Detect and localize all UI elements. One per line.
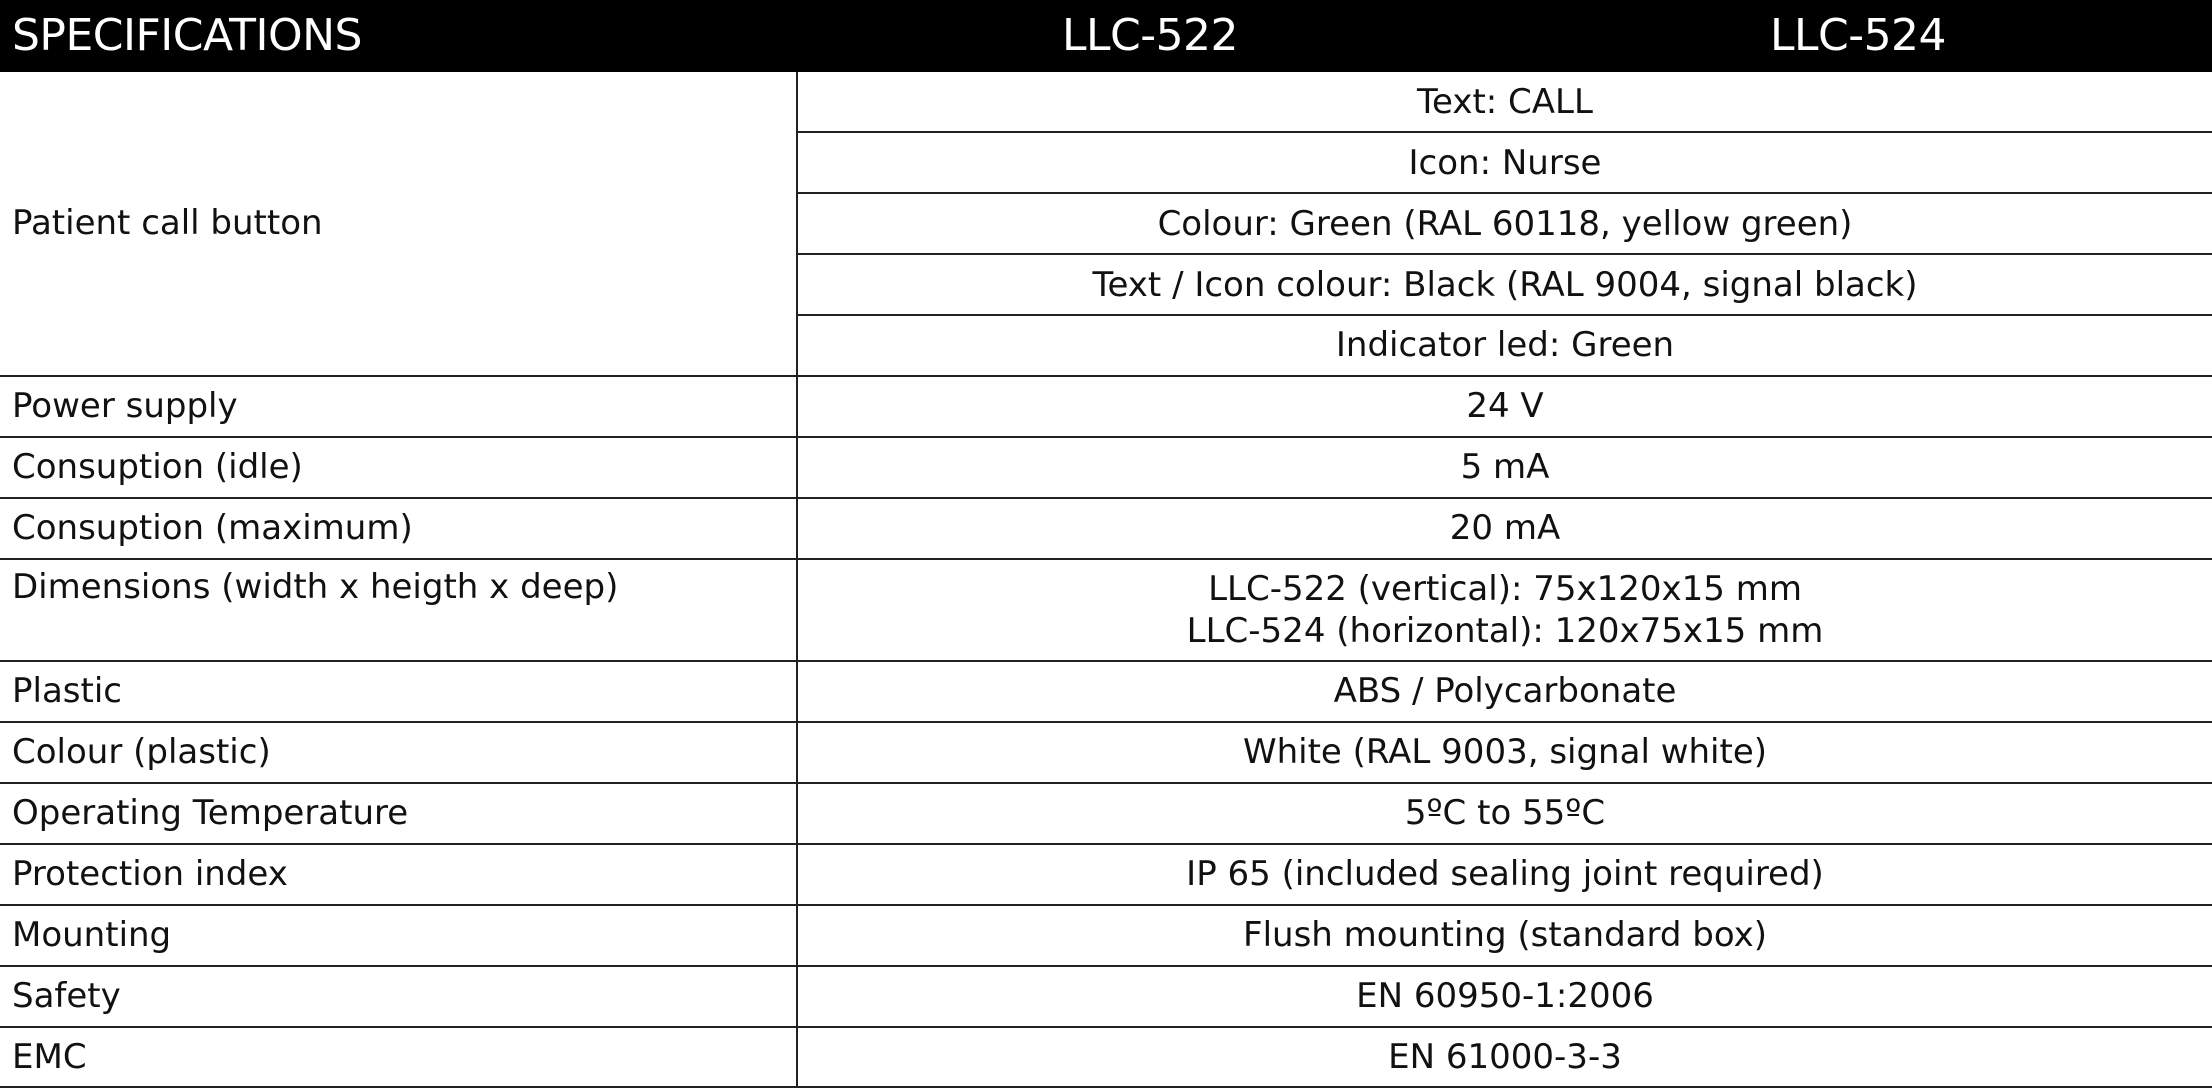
table-row-mounting [0, 906, 2212, 967]
row-label: Protection index [12, 854, 288, 894]
row-label: Consuption (maximum) [12, 508, 413, 548]
table-row-emc [0, 1028, 2212, 1088]
row-value: Flush mounting (standard box) [1243, 915, 1767, 955]
patient-call-value: Indicator led: Green [1335, 325, 1675, 365]
patient-call-value: Text / Icon colour: Black (RAL 9004, signal black) [798, 255, 2212, 316]
row-value: 20 mA [1449, 508, 1561, 548]
header-title: SPECIFICATIONS [12, 10, 362, 61]
table-row-safety [0, 967, 2212, 1028]
row-value-line-1: LLC-522 (vertical): 75x120x15 mm [1208, 569, 1802, 609]
row-value: EN 60950-1:2006 [1356, 976, 1654, 1016]
patient-call-value: Text: CALL [798, 72, 2212, 133]
row-label: Dimensions (width x heigth x deep) [12, 567, 619, 607]
table-body [0, 72, 2212, 1088]
table-row-dimensions [0, 560, 2212, 662]
row-label: Colour (plastic) [12, 732, 271, 772]
patient-call-value: Icon: Nurse [798, 133, 2212, 194]
row-value: ABS / Polycarbonate [1333, 671, 1677, 711]
row-label: Operating Temperature [12, 793, 409, 833]
table-row-plastic [0, 662, 2212, 723]
row-label: EMC [12, 1037, 87, 1077]
row-label: Power supply [12, 386, 238, 426]
patient-call-value: Colour: Green (RAL 60118, yellow green) [798, 194, 2212, 255]
row-label: Plastic [12, 671, 122, 711]
row-value: 5 mA [1460, 447, 1550, 487]
row-value: White (RAL 9003, signal white) [1242, 732, 1768, 772]
table-row-colour-plastic [0, 723, 2212, 784]
row-label: Patient call button [12, 203, 323, 243]
row-value: 5ºC to 55ºC [1404, 793, 1606, 833]
table-row-consumption-max [0, 499, 2212, 560]
table-row-operating-temperature [0, 784, 2212, 845]
table-header [0, 0, 2212, 72]
table-row-consumption-idle [0, 438, 2212, 499]
table-row-power-supply [0, 377, 2212, 438]
table-row-protection-index [0, 845, 2212, 906]
row-label: Safety [12, 976, 121, 1016]
column-divider [796, 72, 798, 1088]
row-label: Mounting [12, 915, 172, 955]
row-value: EN 61000-3-3 [1388, 1037, 1622, 1077]
header-model-llc-524: LLC-524 [1769, 10, 1947, 61]
row-value: IP 65 (included sealing joint required) [1186, 854, 1824, 894]
row-value: 24 V [1466, 386, 1544, 426]
table-row-patient-call [0, 72, 2212, 377]
row-label: Consuption (idle) [12, 447, 303, 487]
row-value-line-2: LLC-524 (horizontal): 120x75x15 mm [1186, 611, 1824, 651]
header-model-llc-522: LLC-522 [1061, 10, 1239, 61]
